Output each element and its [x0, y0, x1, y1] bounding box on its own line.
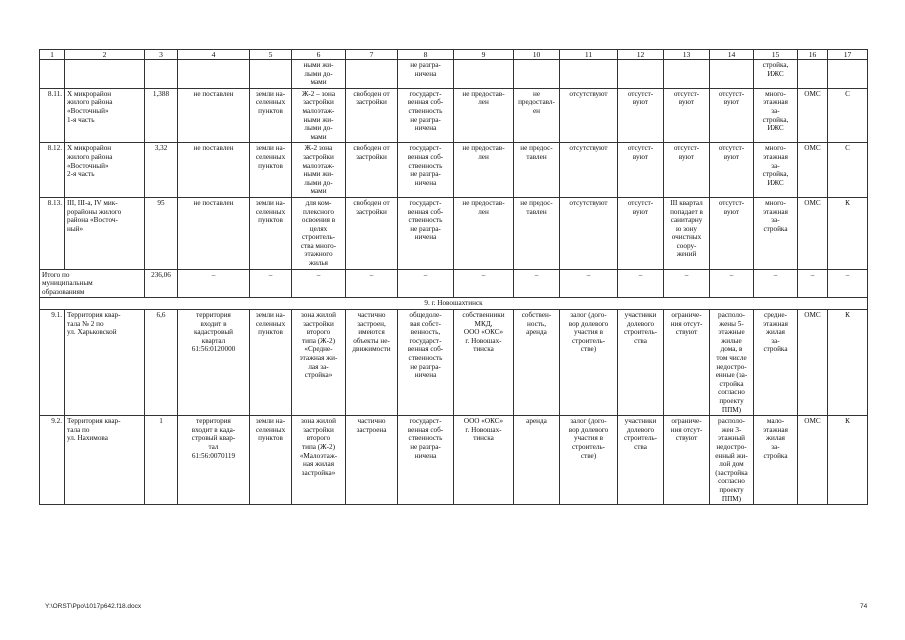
table-cell: не предостав- лен — [454, 88, 514, 143]
column-number: 14 — [710, 50, 754, 60]
table-cell: отсутст- вуют — [710, 88, 754, 143]
table-cell: не поставлен — [178, 88, 250, 143]
column-number: 8 — [398, 50, 454, 60]
table-cell: 1,388 — [145, 88, 178, 143]
table-cell: 6,6 — [145, 310, 178, 416]
table-row — [40, 197, 868, 269]
table-cell: отсутст- вуют — [664, 143, 710, 198]
footer-page-number: 74 — [860, 603, 868, 610]
column-number: 15 — [754, 50, 798, 60]
table-cell: земли на- селенных пунктов — [250, 310, 292, 416]
table-cell: стройка, ИЖС — [754, 60, 798, 89]
table-cell: участники долевого строитель- ства — [618, 310, 664, 416]
table-cell: Х микрорайон жилого района «Восточный» 2-я часть — [65, 143, 145, 198]
table-cell — [40, 60, 65, 89]
table-cell — [828, 60, 868, 89]
table-cell: 3,32 — [145, 143, 178, 198]
total-row — [40, 269, 868, 298]
table-cell: государст- венная соб- ственность не разгра- ничена — [398, 143, 454, 198]
table-cell: ограниче- ния отсут- ствуют — [664, 310, 710, 416]
total-dash: – — [754, 269, 798, 298]
table-cell: Х микрорайон жилого района «Восточный» 1-я часть — [65, 88, 145, 143]
table-cell: не поставлен — [178, 143, 250, 198]
table-cell — [560, 60, 618, 89]
table-cell: много- этажная за- стройка — [754, 197, 798, 269]
table-cell: земли на- селенных пунктов — [250, 416, 292, 505]
column-number: 7 — [346, 50, 398, 60]
column-number: 6 — [292, 50, 346, 60]
table-cell: отсутст- вуют — [618, 143, 664, 198]
table-cell: отсутствуют — [560, 143, 618, 198]
table-cell: С — [828, 143, 868, 198]
table-cell: 95 — [145, 197, 178, 269]
table-cell: С — [828, 88, 868, 143]
table-cell: ОМС — [798, 197, 828, 269]
column-number: 5 — [250, 50, 292, 60]
table-row — [40, 310, 868, 416]
table-cell: К — [828, 310, 868, 416]
table-cell: собственники МКД, ООО «ОКС» г. Новошах- тинска — [454, 310, 514, 416]
table-cell: не предоставл- ен — [514, 88, 560, 143]
table-cell — [454, 60, 514, 89]
table-cell: много- этажная за- стройка, ИЖС — [754, 88, 798, 143]
document-table — [39, 49, 868, 505]
total-dash: – — [292, 269, 346, 298]
table-cell: не разгра- ничена — [398, 60, 454, 89]
table-cell: территория входит в када- стровый квар- тал 61:56:0070119 — [178, 416, 250, 505]
table-cell: Ж-2 зона застройки малоэтаж- ными жи- лыми до- мами — [292, 143, 346, 198]
table-cell: ОМС — [798, 143, 828, 198]
total-value: 236,06 — [145, 269, 178, 298]
table-cell: 8.13. — [40, 197, 65, 269]
table-cell: отсутст- вуют — [618, 88, 664, 143]
table-cell: государст- венная соб- ственность не разгра- ничена — [398, 88, 454, 143]
table-row — [40, 416, 868, 505]
table-cell: ными жи- лыми до- мами — [292, 60, 346, 89]
column-number-row — [40, 50, 868, 60]
table-cell: 8.11. — [40, 88, 65, 143]
table-cell: свободен от застройки — [346, 88, 398, 143]
section-title-row — [40, 298, 868, 310]
table-cell: 8.12. — [40, 143, 65, 198]
table-cell: частично застроена — [346, 416, 398, 505]
table-cell: зона жилой застройки второго типа (Ж-2) «Малоэтаж- ная жилая застройка» — [292, 416, 346, 505]
table-cell: не предос- тавлен — [514, 143, 560, 198]
total-dash: – — [178, 269, 250, 298]
table-cell — [664, 60, 710, 89]
table-cell: Территория квар- тала по ул. Нахимова — [65, 416, 145, 505]
table-cell: земли на- селенных пунктов — [250, 143, 292, 198]
table-cell: отсутст- вуют — [664, 88, 710, 143]
table-cell: свободен от застройки — [346, 197, 398, 269]
table-cell: свободен от застройки — [346, 143, 398, 198]
total-dash: – — [454, 269, 514, 298]
total-dash: – — [798, 269, 828, 298]
table-cell: ОМС — [798, 88, 828, 143]
table-cell: III квартал попадает в санитарну ю зону очистных соору- жений — [664, 197, 710, 269]
table-cell: отсутст- вуют — [710, 197, 754, 269]
column-number: 1 — [40, 50, 65, 60]
table-cell — [514, 60, 560, 89]
table-cell: для ком- плексного освоения в целях строитель- ства много- этажного жилья — [292, 197, 346, 269]
column-number: 17 — [828, 50, 868, 60]
table-cell: ОМС — [798, 416, 828, 505]
table-cell — [710, 60, 754, 89]
table-cell: отсутст- вуют — [618, 197, 664, 269]
table-cell: земли на- селенных пунктов — [250, 88, 292, 143]
total-dash: – — [710, 269, 754, 298]
total-dash: – — [560, 269, 618, 298]
table-body-section-8 — [40, 60, 868, 270]
table-cell: мало- этажная жилая за- стройка — [754, 416, 798, 505]
table-cell: К — [828, 197, 868, 269]
table-cell: 1 — [145, 416, 178, 505]
table-cell — [178, 60, 250, 89]
column-number: 2 — [65, 50, 145, 60]
table-cell: территория входит в кадастровый квартал 61:56:0120000 — [178, 310, 250, 416]
total-dash: – — [250, 269, 292, 298]
column-number: 12 — [618, 50, 664, 60]
table-cell: располо- жены 5- этажные жилые дома, в том числе недостро- енные (за- стройка согласно проекту ППМ) — [710, 310, 754, 416]
table-cell: отсутствуют — [560, 197, 618, 269]
total-dash: – — [398, 269, 454, 298]
table-cell: К — [828, 416, 868, 505]
table-cell — [250, 60, 292, 89]
table-cell: Территория квар- тала № 2 по ул. Харьковской — [65, 310, 145, 416]
table-cell — [65, 60, 145, 89]
column-number: 4 — [178, 50, 250, 60]
table-cell: залог (дого- вор долевого участия в строитель- стве) — [560, 416, 618, 505]
table-cell: ограниче- ния отсут- ствуют — [664, 416, 710, 505]
column-number: 3 — [145, 50, 178, 60]
table-cell: аренда — [514, 416, 560, 505]
table-cell — [145, 60, 178, 89]
section-title: 9. г. Новошахтинск — [40, 298, 868, 310]
table-cell: зона жилой застройки второго типа (Ж-2) «Средне- этажная жи- лая за- стройка» — [292, 310, 346, 416]
table-cell: 9.2. — [40, 416, 65, 505]
table-cell: отсутст- вуют — [710, 143, 754, 198]
table-body-section-9 — [40, 310, 868, 505]
table-cell: III, III-а, IV мик- рорайоны жилого района «Восточ- ный» — [65, 197, 145, 269]
table-cell: общедоле- вая собст- венность, государст- венная соб- ственность не разгра- ничена — [398, 310, 454, 416]
table-cell: собствен- ность, аренда — [514, 310, 560, 416]
table-cell — [618, 60, 664, 89]
table-cell: не предостав- лен — [454, 197, 514, 269]
total-dash: – — [346, 269, 398, 298]
table-cell: много- этажная за- стройка, ИЖС — [754, 143, 798, 198]
table-cell: отсутствуют — [560, 88, 618, 143]
table-cell: располо- жен 3- этажный недостро- енный жи- лой дом (застройка согласно проекту ППМ) — [710, 416, 754, 505]
table-cell: земли на- селенных пунктов — [250, 197, 292, 269]
column-number: 11 — [560, 50, 618, 60]
footer-file-path: Y:\ORST\Ppo\1017p642.f18.docx — [45, 603, 142, 610]
table-cell: участники долевого строитель- ства — [618, 416, 664, 505]
column-number: 16 — [798, 50, 828, 60]
table-row — [40, 143, 868, 198]
column-number: 13 — [664, 50, 710, 60]
table-row — [40, 88, 868, 143]
table-cell: не предос- тавлен — [514, 197, 560, 269]
table-cell: средне- этажная жилая за- стройка — [754, 310, 798, 416]
table-cell: частично застроен, имеются объекты не- движимости — [346, 310, 398, 416]
total-dash: – — [618, 269, 664, 298]
table-cell: государст- венная соб- ственность не разгра- ничена — [398, 416, 454, 505]
table-cell: не предостав- лен — [454, 143, 514, 198]
table-cell: ОМС — [798, 310, 828, 416]
table-cell: залог (дого- вор долевого участия в строитель- стве) — [560, 310, 618, 416]
table-cell: не поставлен — [178, 197, 250, 269]
total-dash: – — [828, 269, 868, 298]
table-cell — [798, 60, 828, 89]
column-number: 10 — [514, 50, 560, 60]
table-cell: ООО «ОКС» г. Новошах- тинска — [454, 416, 514, 505]
table-row — [40, 60, 868, 89]
table-cell: Ж-2 – зона застройки малоэтаж- ными жи- лыми до- мами — [292, 88, 346, 143]
total-dash: – — [514, 269, 560, 298]
table-cell — [346, 60, 398, 89]
total-dash: – — [664, 269, 710, 298]
column-number: 9 — [454, 50, 514, 60]
table-cell: 9.1. — [40, 310, 65, 416]
table-cell: государст- венная соб- ственность не разгра- ничена — [398, 197, 454, 269]
total-label: Итого по муниципальным образованиям — [40, 269, 145, 298]
